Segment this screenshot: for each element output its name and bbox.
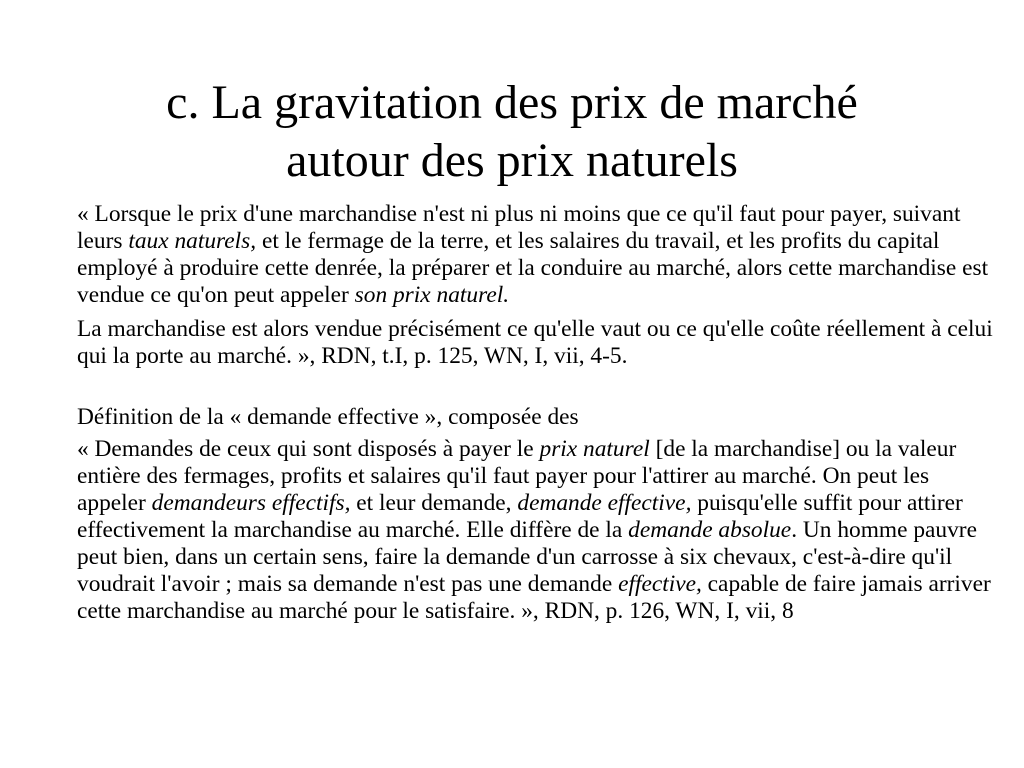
quote-text: capable de faire jamais arriver cette marchandise au marché pour le satisfaire. », RDN, p. 126, WN, I, vii, 8 <box>77 571 991 624</box>
quote-text: « Lorsque le prix d'une marchandise n'est ni plus ni moins que ce qu'il faut pour payer, suivant leurs <box>77 201 961 254</box>
emphasis: demande absolue <box>628 517 792 543</box>
emphasis: effective, <box>618 571 702 597</box>
definition-intro: Définition de la « demande effective », composée des <box>77 404 579 430</box>
emphasis: demandeurs effectifs, <box>151 490 351 516</box>
emphasis: son prix naturel. <box>354 282 510 308</box>
slide-body <box>77 201 997 632</box>
slide-title <box>60 74 964 190</box>
quote-text: et leur demande, <box>350 490 518 516</box>
quote-text: [de la marchandise] ou la valeur entière des fermages, profits et salaires qu'il faut payer pour l'attirer au marché. On peut les appeler <box>77 436 957 516</box>
quote-text: « Demandes de ceux qui sont disposés à payer le <box>77 436 540 462</box>
slide-title-line-1: c. La gravitation des prix de marché <box>166 76 858 129</box>
emphasis: prix naturel <box>539 436 650 462</box>
emphasis: taux naturels, <box>128 228 257 254</box>
quote-text: puisqu'elle suffit pour attirer effectivement la marchandise au marché. Elle diffère de la <box>77 490 963 543</box>
quote-effective-demand <box>77 436 997 625</box>
quote-continuation: La marchandise est alors vendue précisément ce qu'elle vaut ou ce qu'elle coûte réellement à celui qui la porte au marché. », RDN, t.I, p. 125, WN, I, vii, 4-5. <box>77 316 993 369</box>
slide-title-line-2: autour des prix naturels <box>286 134 738 187</box>
quote-text: . Un homme pauvre peut bien, dans un certain sens, faire la demande d'un carrosse à six chevaux, c'est-à-dire qu'il voudrait l'avoir ; mais sa demande n'est pas une demande <box>77 517 977 597</box>
quote-text: et le fermage de la terre, et les salaires du travail, et les profits du capital employé à produire cette denrée, la préparer et la conduire au marché, alors cette marchandise est vendue ce qu'on peut appeler <box>77 228 989 308</box>
emphasis: demande effective, <box>517 490 692 516</box>
quote-natural-price <box>77 201 997 309</box>
